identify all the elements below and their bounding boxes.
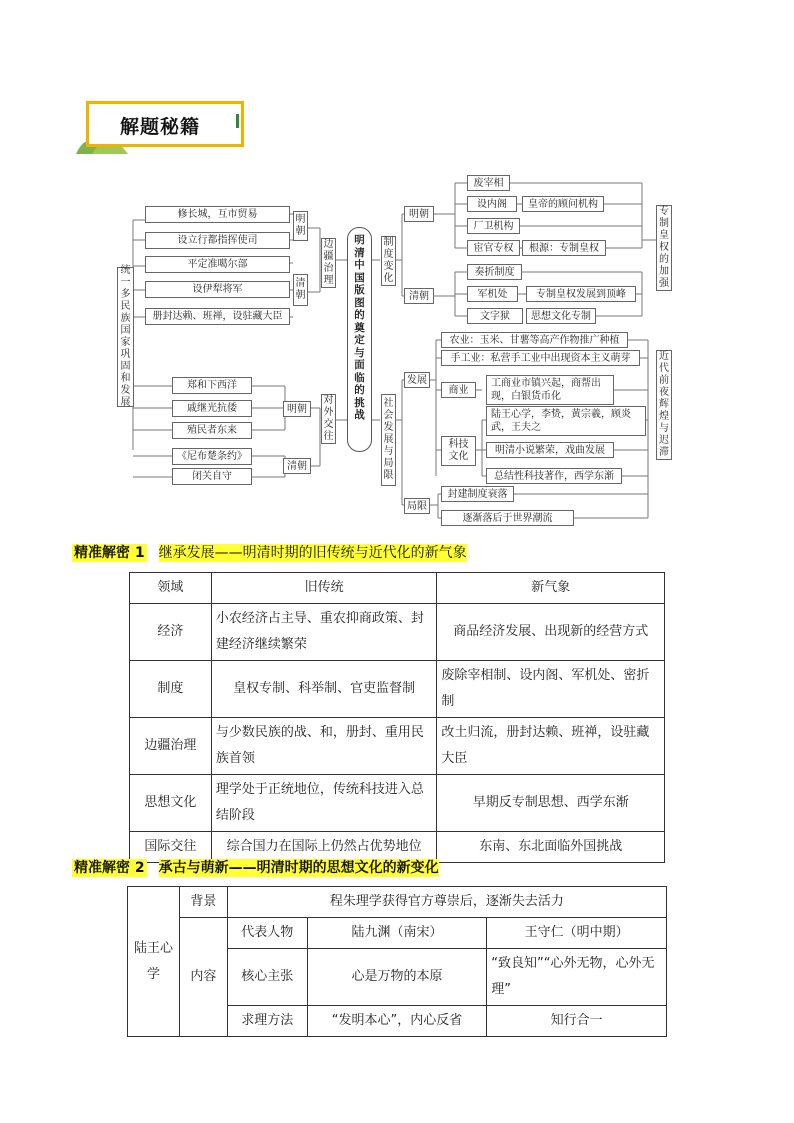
section2-label: 精准解密 2 — [74, 860, 145, 876]
node-secret-police: 厂卫机构 — [467, 218, 520, 234]
section2-title: 承古与萌新——明清时期的思想文化的新变化 — [158, 860, 439, 876]
table-cell: 改土归流，册封达赖、班禅，设驻藏大臣 — [437, 718, 665, 775]
table-row — [130, 775, 665, 832]
node-eunuch: 宦官专权 — [467, 240, 520, 256]
node-falling-behind: 逐渐落后于世界潮流 — [441, 510, 574, 526]
table-cell: 废除宰相制、设内阁、军机处、密折制 — [437, 661, 665, 718]
node-development: 发展 — [404, 372, 430, 388]
node-cabinet: 设内阁 — [467, 196, 517, 212]
node-society: 社会发展与局限 — [381, 394, 396, 486]
table-cell: 心是万物的本原 — [307, 949, 487, 1006]
table-cell: 理学处于正统地位，传统科技进入总结阶段 — [211, 775, 437, 832]
node-thought-control: 思想文化专制 — [526, 308, 596, 324]
node-decline: 封建制度衰落 — [441, 486, 514, 502]
node-memorial: 奏折制度 — [467, 264, 522, 280]
node-literary-inquisition: 文字狱 — [467, 308, 523, 324]
node-commerce: 商业 — [441, 382, 476, 398]
section1-heading — [72, 542, 467, 562]
node-grand-council: 军机处 — [467, 286, 518, 302]
node-command-office: 设立行都指挥使司 — [145, 232, 290, 249]
node-novels: 明清小说繁荣，戏曲发展 — [486, 442, 614, 458]
node-limitation: 局限 — [404, 498, 430, 514]
table-row — [130, 661, 665, 718]
table-cell: 皇权专制、科举制、官吏监督制 — [211, 661, 437, 718]
header-cell: 领域 — [130, 573, 212, 604]
table-cell: 王守仁（明中期） — [487, 918, 667, 949]
node-qing-left-2: 清朝 — [283, 458, 311, 474]
node-philosophers: 陆王心学，李贽，黄宗羲，顾炎武，王夫之 — [486, 406, 646, 436]
left-root-node: 统一多民族国家巩固和发展 — [117, 267, 134, 407]
section1-label: 精准解密 1 — [74, 545, 145, 561]
table-cell: 制度 — [130, 661, 212, 718]
node-advisory: 皇帝的顾问机构 — [522, 196, 604, 212]
table-row — [128, 918, 667, 949]
node-autocracy-tag: 专制皇权的加强 — [656, 205, 672, 291]
table-cell: 核心主张 — [227, 949, 307, 1006]
badge-title: 解题秘籍 — [120, 116, 201, 138]
table-cell: 综合国力在国际上仍然占优势地位 — [211, 832, 437, 863]
group-cell: 陆王心学 — [128, 887, 180, 1037]
node-great-wall: 修长城，互市贸易 — [145, 206, 290, 223]
node-closed-door: 闭关自守 — [172, 468, 252, 485]
node-agriculture: 农业：玉米、甘薯等高产作物推广种植 — [441, 332, 628, 348]
table-cell: 经济 — [130, 604, 212, 661]
node-institution: 制度变化 — [381, 236, 396, 286]
section1-title: 继承发展——明清时期的旧传统与近代化的新气象 — [158, 545, 467, 561]
node-nerchinsk: 《尼布楚条约》 — [172, 448, 252, 465]
node-qing-right: 清朝 — [404, 288, 434, 304]
node-tibet: 册封达赖、班禅，设驻藏大臣 — [145, 308, 290, 325]
node-qing-left-1: 清朝 — [293, 274, 308, 306]
table-cell: 早期反专制思想、西学东渐 — [437, 775, 665, 832]
node-scitech: 科技文化 — [441, 436, 476, 466]
table-cell: 与少数民族的战、和，册封、重用民族首领 — [211, 718, 437, 775]
node-commerce-detail: 工商业市镇兴起，商帮出现，白银货币化 — [486, 375, 614, 405]
table-cell: 程朱理学获得官方尊崇后，逐渐失去活力 — [227, 887, 666, 918]
table-row — [128, 887, 667, 918]
section1-table — [129, 572, 665, 863]
node-peak: 专制皇权发展到顶峰 — [526, 286, 636, 302]
node-ming-right: 明朝 — [404, 206, 434, 222]
mind-map — [0, 0, 794, 530]
section2-heading — [72, 857, 439, 877]
table-cell: 背景 — [179, 887, 227, 918]
node-frontier: 边疆治理 — [321, 238, 336, 288]
center-node: 明清中国版图的奠定与面临的挑战 — [347, 227, 372, 452]
node-ming-left-2: 明朝 — [283, 401, 311, 417]
node-root-cause: 根源：专制皇权 — [522, 240, 606, 256]
node-abolish-pm: 废宰相 — [467, 175, 510, 191]
node-ming-left-1: 明朝 — [293, 211, 308, 241]
header-cell: 旧传统 — [211, 573, 437, 604]
table-cell: 商品经济发展、出现新的经营方式 — [437, 604, 665, 661]
table-cell: 国际交往 — [130, 832, 212, 863]
table-row — [130, 718, 665, 775]
header-cell: 新气象 — [437, 573, 665, 604]
node-dzungar: 平定准噶尔部 — [145, 256, 290, 273]
node-foreign-relations: 对外交往 — [321, 394, 336, 444]
table-cell: 小农经济占主导、重农抑商政策、封建经济继续繁荣 — [211, 604, 437, 661]
table-cell: 知行合一 — [487, 1006, 667, 1037]
node-handicraft: 手工业：私营手工业中出现资本主义萌芽 — [441, 350, 640, 366]
table-cell: 代表人物 — [227, 918, 307, 949]
section2-table — [127, 886, 667, 1037]
node-qi-jiguang: 戚继光抗倭 — [172, 400, 252, 417]
node-zheng-he: 郑和下西洋 — [172, 377, 252, 394]
table-cell: “发明本心”，内心反省 — [307, 1006, 487, 1037]
node-colonists: 殖民者东来 — [172, 422, 252, 439]
table-header-row — [130, 573, 665, 604]
table-cell: “致良知”“心外无物，心外无理” — [487, 949, 667, 1006]
table-cell: 边疆治理 — [130, 718, 212, 775]
table-cell: 思想文化 — [130, 775, 212, 832]
table-cell: 陆九渊（南宋） — [307, 918, 487, 949]
node-ili-general: 设伊犁将军 — [145, 281, 290, 298]
node-modern-eve-tag: 近代前夜辉煌与迟滞 — [656, 350, 672, 460]
table-cell: 求理方法 — [227, 1006, 307, 1037]
table-cell: 东南、东北面临外国挑战 — [437, 832, 665, 863]
node-west-learning: 总结性科技著作，西学东渐 — [486, 468, 622, 484]
table-row — [130, 604, 665, 661]
table-cell: 内容 — [179, 918, 227, 1037]
